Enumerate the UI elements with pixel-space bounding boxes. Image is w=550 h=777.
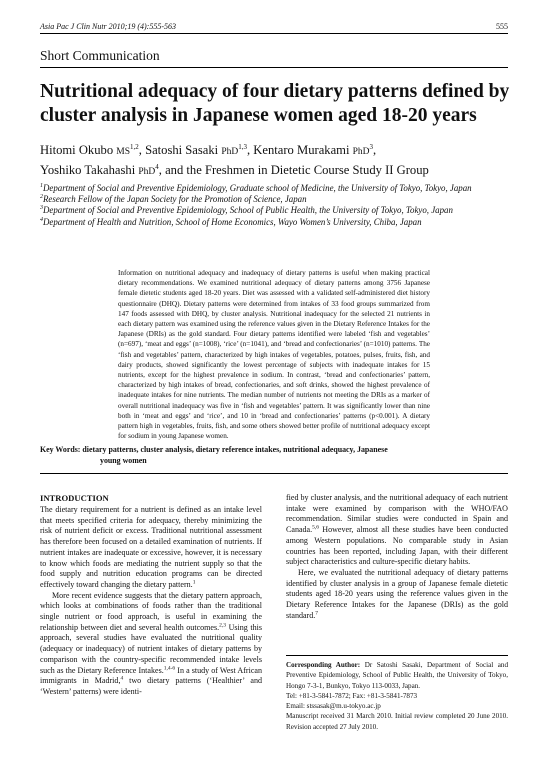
affiliation-item (40, 217, 510, 228)
author-affil-ref: 3 (369, 142, 374, 151)
correspondence-email: Email: stssasak@m.u-tokyo.ac.jp (286, 702, 381, 711)
affiliation-item (40, 194, 510, 205)
abstract: Information on nutritional adequacy and inadequacy of dietary patterns is useful when making practical dietary recommendations. We examined nutritional adequacy of dietary patterns among 3756 Japanese female dietetic students aged 18-20 years. Diet was assessed with a validated self-administered diet history questionnaire (DHQ). Dietary patterns were determined from intakes of 33 food groups summarized from 147 foods assessed with DHQ, by cluster analysis. Nutritional inadequacy for the selected 21 nutrients in each dietary pattern was examined using the reference values given in the Dietary Reference Intakes for the Japanese (DRIs) as the gold standard. Four dietary patterns identified were labeled ‘fish and vegetables’ (n=697), ‘meat and eggs’ (n=1008), ‘rice’ (n=1041), and ‘bread and confectionaries’ (n=1010) patterns. The ‘fish and vegetables’ pattern, characterized by high intakes of vegetables, potatoes, pulses, fruits, fish, and dairy products, showed significantly the lowest percentage of subjects with inadequate intakes for 15 nutrients, except for the highest prevalence in sodium. In contrast, ‘bread and confectionaries’ pattern, characterized by high intakes of bread, confectionaries, and soft drinks, showed the highest prevalence of inadequate intakes for nine nutrients. The median number of nutrients not meeting the DRIs as a marker of overall nutritional inadequacy was five in ‘fish and vegetables’ pattern. It was significantly lower than nine both in ‘meat and eggs’ and ‘rice’, and 10 in ‘bread and confectionaries’ patterns (p<0.001). A dietary pattern high in vegetables, fruits, fish, and some others showed better profile of nutritional adequacy except for sodium in young Japanese women. (118, 269, 430, 441)
keywords-label: Key Words: (40, 445, 81, 454)
author-name: Hitomi Okubo (40, 143, 114, 157)
author-name: Yoshiko Takahashi (40, 163, 136, 177)
citation-ref: 7 (315, 610, 319, 617)
correspondence-label: Corresponding Author: (286, 661, 361, 669)
journal-citation: Asia Pac J Clin Nutr 2010;19 (4):555-563 (40, 22, 176, 31)
article-title: Nutritional adequacy of four dietary patterns defined by cluster analysis in Japanese women aged 18-20 years (40, 81, 510, 126)
correspondence-block (286, 660, 508, 732)
paragraph-text: The dietary requirement for a nutrient is defined as an intake level that meets specified criteria for adequacy, thereby minimizing the risk of nutrient deficit or excess. Traditional nutritional assessment has therefore been focused on a detailed examination of nutrients. If nutrient intakes are inadequate or excessive, however, it is necessary to know which foods are mediating the nutrient supply so that the food supply and nutrition education programs can be directed effectively toward changing the dietary pattern. (40, 505, 262, 589)
author-degree: PhD (221, 147, 239, 157)
author-degree: PhD (138, 167, 156, 177)
paragraph-text: Using this approach, several studies have evaluated the nutritional quality (adequacy or inadequacy) of nutrient intakes of dietary patterns by comparison with the country-specific recommended intake levels such as the Dietary Reference Intakes. (40, 622, 262, 675)
paragraph-text: two dietary patterns (‘Healthier’ and ‘Western’ patterns) were identi- (40, 676, 262, 696)
author-degree: MS (116, 147, 131, 157)
keywords-list-continued: young women (100, 456, 147, 465)
author-affil-ref: 4 (155, 162, 159, 171)
affiliation-number: 1 (40, 183, 43, 190)
affiliation-item (40, 205, 510, 216)
keywords-rule (40, 473, 508, 474)
section-heading: INTRODUCTION (40, 493, 109, 503)
citation-ref: 1,4-6 (163, 664, 176, 671)
keywords (40, 444, 450, 466)
author-name: Kentaro Murakami (253, 143, 350, 157)
citation-ref: 1 (192, 579, 196, 586)
body-paragraph (286, 568, 508, 622)
body-paragraph (286, 493, 508, 568)
body-column-right (286, 493, 508, 621)
article-type: Short Communication (40, 48, 160, 63)
page-number: 555 (496, 22, 508, 31)
author-group: and the Freshmen in Dietetic Course Study II Group (165, 163, 429, 177)
paragraph-text: More recent evidence suggests that the dietary pattern approach, which looks at combinations of foods rather than the traditional single nutrient or food approach, is useful in examining the relationship between diet and several health outcomes. (40, 590, 262, 632)
body-paragraph (40, 591, 262, 698)
affiliation-list (40, 183, 510, 228)
affiliation-text: Department of Social and Preventive Epidemiology, School of Public Health, the University of Tokyo, Tokyo, Japan (43, 205, 453, 216)
body-paragraph (40, 505, 262, 591)
author-degree: PhD (352, 147, 370, 157)
citation-ref: 2,3 (219, 622, 227, 629)
correspondence-phone: Tel: +81-3-5841-7872; Fax: +81-3-5841-7873 (286, 691, 418, 700)
citation-ref: 4 (120, 675, 124, 682)
author-affil-ref: 1,3 (238, 142, 247, 151)
paragraph-text: However, almost all these studies have been conducted among Western populations. No comparable study in Asian countries has been reported, including Japan, with their different subject characteristics and culture-specific dietary habits. (286, 525, 508, 567)
keywords-list: dietary patterns, cluster analysis, dietary reference intakes, nutritional adequacy, Japanese (82, 445, 388, 454)
footnote-rule (286, 655, 508, 656)
affiliation-number: 2 (40, 194, 43, 201)
affiliation-item (40, 183, 510, 194)
author-name: Satoshi Sasaki (145, 143, 219, 157)
correspondence-text: Dr Satoshi Sasaki, Department of Social and Preventive Epidemiology, School of Public Health, the University of Tokyo, Hongo 7-3-1, Bunkyo, Tokyo 113-0033, Japan. (286, 661, 508, 690)
citation-ref: 5,6 (312, 524, 320, 531)
paragraph-text: fied by cluster analysis, and the nutritional adequacy of each nutrient intake were examined by comparison with the WHO/FAO recommendation. Similar studies were conducted in Spain and Canada. (286, 493, 508, 535)
affiliation-text: Department of Social and Preventive Epidemiology, Graduate school of Medicine, the University of Tokyo, Tokyo, Japan (43, 183, 472, 193)
section-rule (40, 67, 508, 68)
header-rule (40, 33, 508, 34)
author-affil-ref: 1,2 (130, 142, 139, 151)
manuscript-dates: Manuscript received 31 March 2010. Initial review completed 20 June 2010. Revision accepted 27 July 2010. (286, 712, 508, 731)
body-column-left (40, 493, 262, 698)
paragraph-text: In a study of West African immigrants in Madrid, (40, 665, 263, 686)
author-list (40, 141, 510, 181)
author-separator: , (373, 143, 377, 157)
affiliation-number: 3 (40, 205, 43, 212)
author-separator: , (138, 143, 146, 157)
paragraph-text: Here, we evaluated the nutritional adequacy of dietary patterns identified by cluster analysis in a group of Japanese female dietetic students aged 18-20 years using the reference values given in the Dietary Reference Intakes for the Japanese (DRIs) as the gold standard. (286, 567, 508, 620)
affiliation-text: Research Fellow of the Japan Society for the Promotion of Science, Japan (43, 194, 307, 205)
author-separator: , (247, 143, 254, 157)
affiliation-text: Department of Health and Nutrition, School of Home Economics, Wayo Women’s University, Chiba, Japan (43, 216, 422, 227)
affiliation-number: 4 (40, 216, 43, 223)
correspondence-address (286, 660, 508, 691)
author-separator: , (158, 163, 166, 177)
